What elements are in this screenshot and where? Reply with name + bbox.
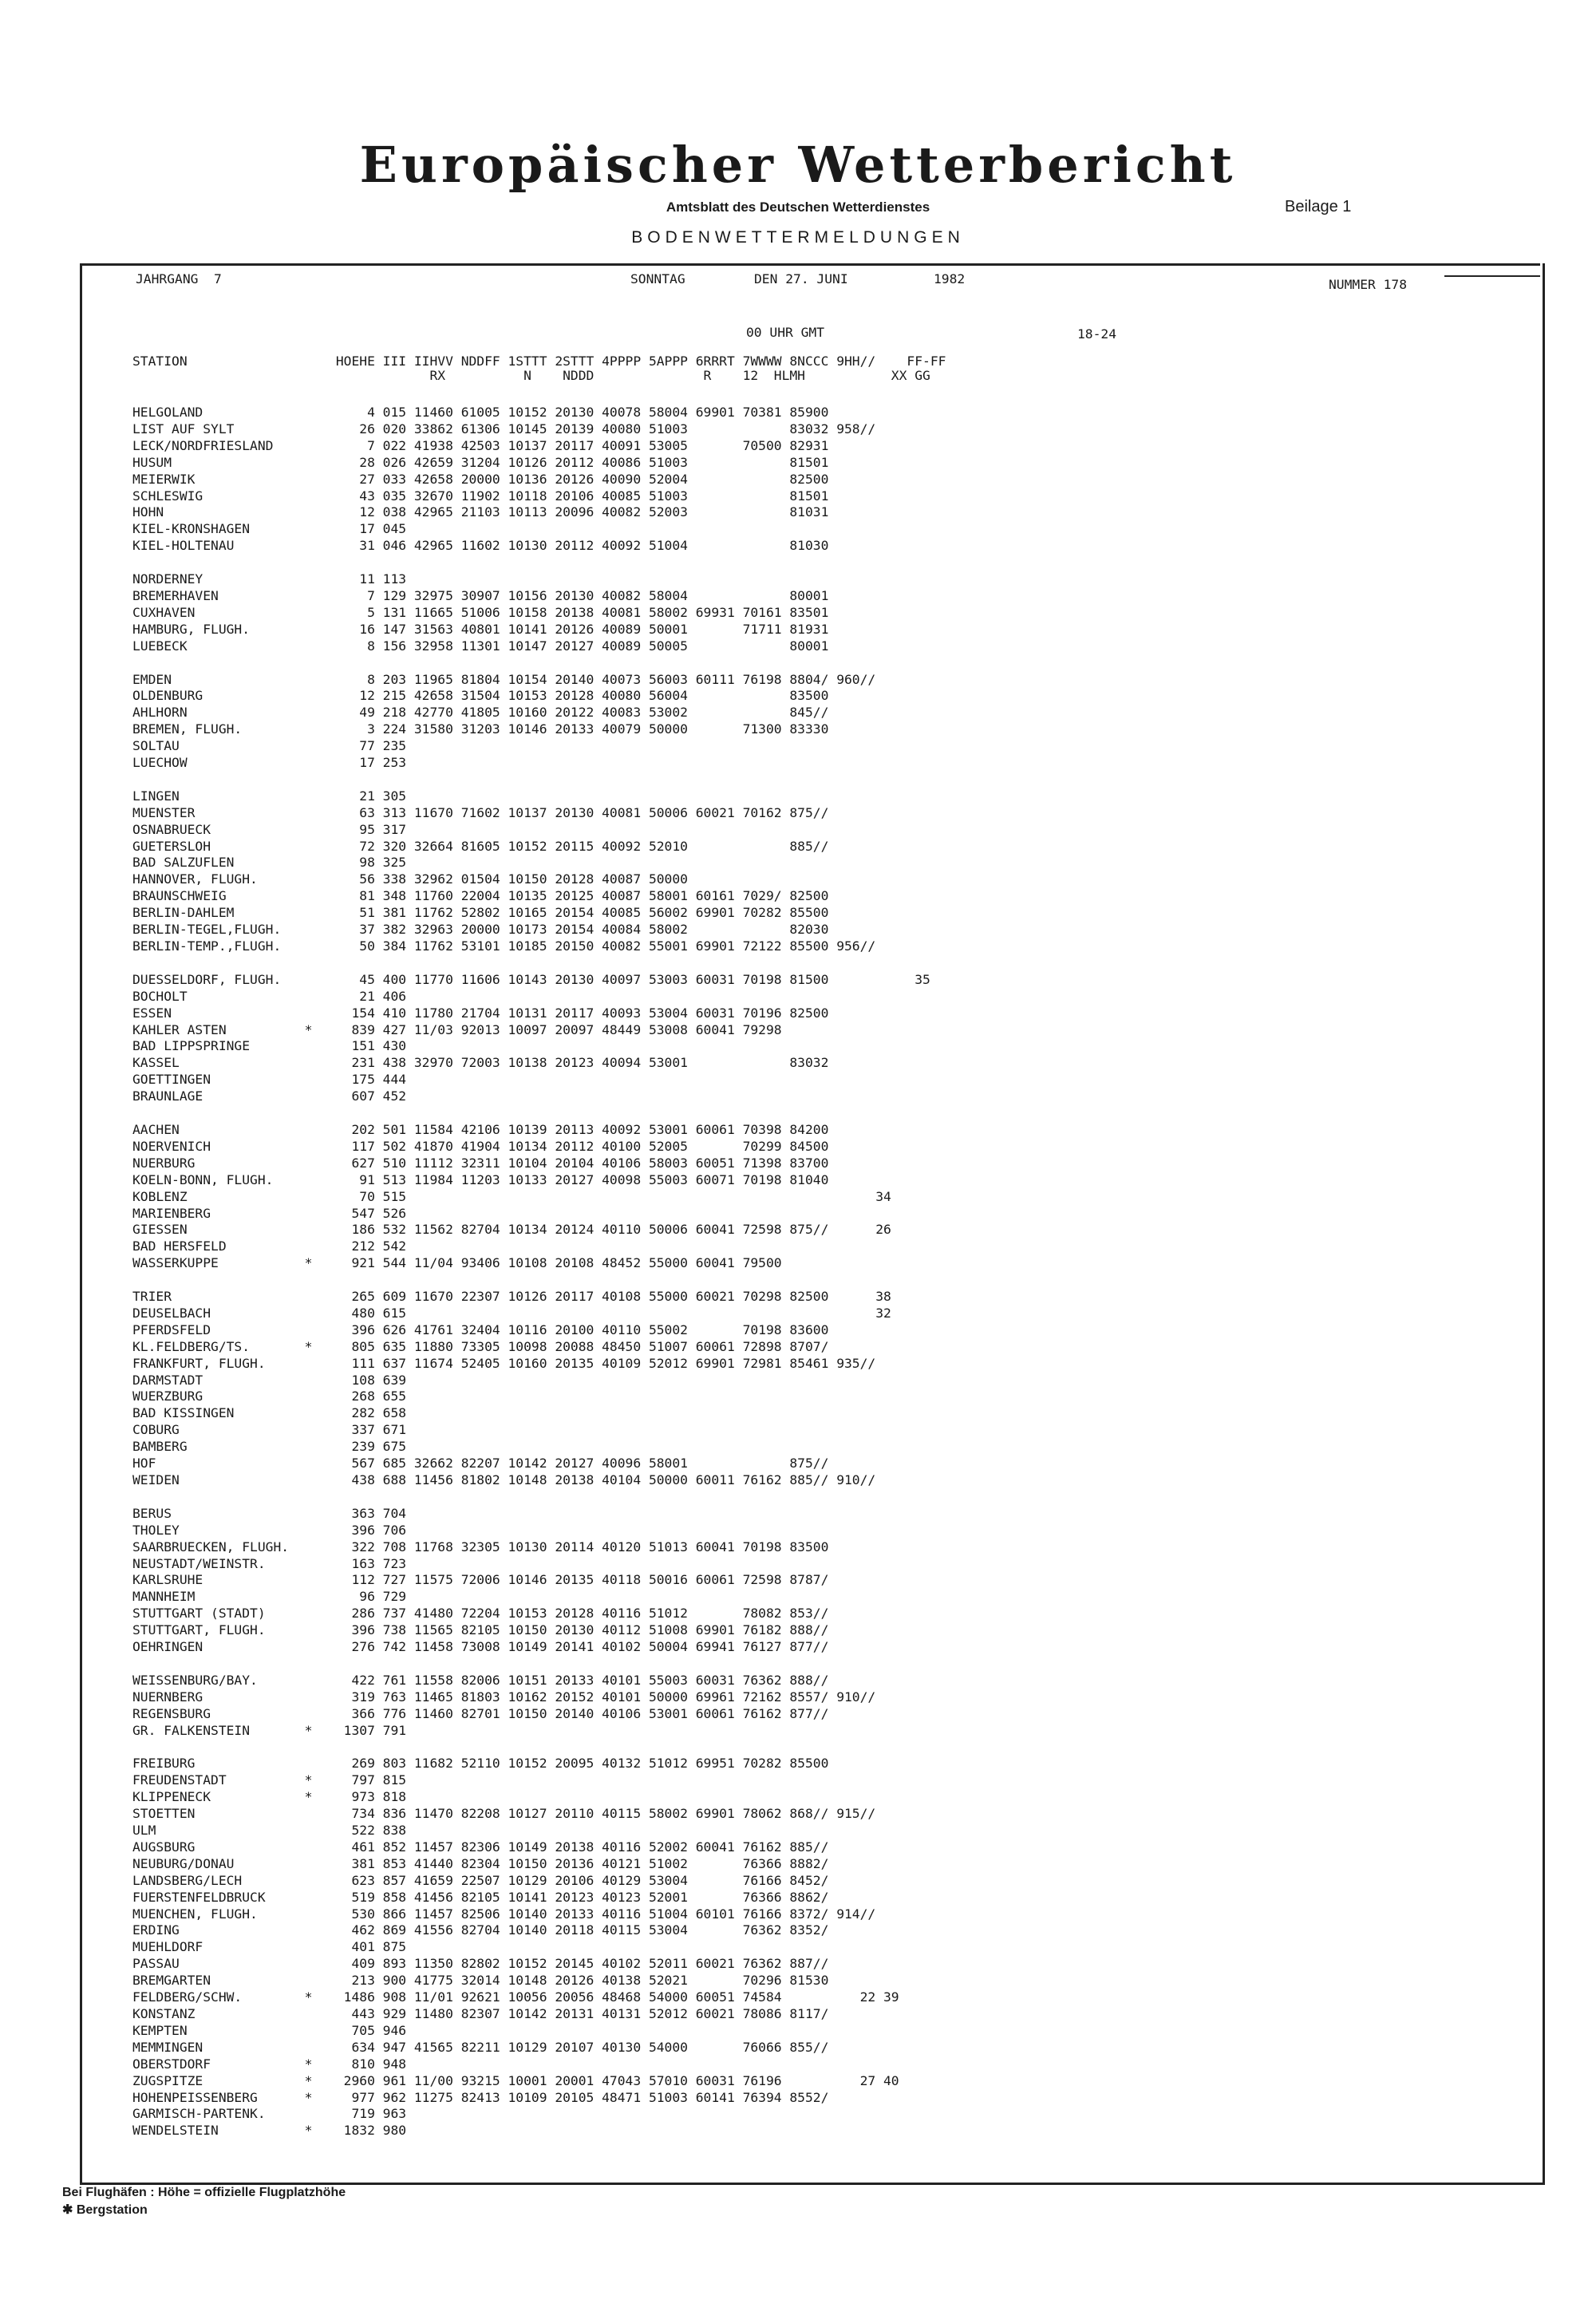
station-row: BAD SALZUFLEN 98 325: [132, 855, 407, 871]
station-row: BOCHOLT 21 406: [132, 988, 407, 1004]
row-spacer: [132, 772, 930, 788]
station-row: KONSTANZ 443 929 11480 82307 10142 20131 40131 52012 60021 78086 8117/: [132, 2006, 829, 2021]
station-row: LECK/NORDFRIESLAND 7 022 41938 42503 10137 20117 40091 53005 70500 82931: [132, 437, 829, 453]
station-row: BERUS 363 704: [132, 1505, 407, 1521]
station-row: WASSERKUPPE * 921 544 11/04 93406 10108 20108 48452 55000 60041 79500: [132, 1255, 782, 1271]
station-row: NEUBURG/DONAU 381 853 41440 82304 10150 20136 40121 51002 76366 8882/: [132, 1855, 829, 1871]
station-row: DUESSELDORF, FLUGH. 45 400 11770 11606 10143 20130 40097 53003 60031 70198 81500 35: [132, 971, 930, 987]
station-row: STOETTEN 734 836 11470 82208 10127 20110 40115 58002 69901 78062 868// 915//: [132, 1806, 876, 1822]
station-row: KOELN-BONN, FLUGH. 91 513 11984 11203 10133 20127 40098 55003 60071 70198 81040: [132, 1171, 829, 1187]
station-row: WENDELSTEIN * 1832 980: [132, 2123, 407, 2139]
station-row: SCHLESWIG 43 035 32670 11902 10118 20106 40085 51003 81501: [132, 488, 829, 504]
station-row: HANNOVER, FLUGH. 56 338 32962 01504 10150 20128 40087 50000: [132, 871, 688, 887]
station-row: KEMPTEN 705 946: [132, 2022, 407, 2038]
station-row: NEUSTADT/WEINSTR. 163 723: [132, 1555, 407, 1571]
station-row: LANDSBERG/LECH 623 857 41659 22507 10129 20106 40129 53004 76166 8452/: [132, 1872, 829, 1888]
station-row: OBERSTDORF * 810 948: [132, 2056, 407, 2072]
station-row: BRAUNSCHWEIG 81 348 11760 22004 10135 20125 40087 58001 60161 7029/ 82500: [132, 888, 829, 904]
station-row: GR. FALKENSTEIN * 1307 791: [132, 1722, 407, 1738]
station-row: KARLSRUHE 112 727 11575 72006 10146 20135 40118 50016 60061 72598 8787/: [132, 1572, 829, 1588]
station-row: NUERNBERG 319 763 11465 81803 10162 20152 40101 50000 69961 72162 8557/ 910//: [132, 1689, 876, 1705]
footnote-airport-height: Bei Flughäfen : Höhe = offizielle Flugplatzhöhe: [62, 2186, 346, 2199]
station-row: OEHRINGEN 276 742 11458 73008 10149 20141 40102 50004 69941 76127 877//: [132, 1639, 829, 1655]
station-row: WEIDEN 438 688 11456 81802 10148 20138 40104 50000 60011 76162 885// 910//: [132, 1472, 876, 1487]
station-row: MUENSTER 63 313 11670 71602 10137 20130 40081 50006 60021 70162 875//: [132, 804, 829, 820]
station-row: BERLIN-DAHLEM 51 381 11762 52802 10165 20154 40085 56002 69901 70282 85500: [132, 905, 829, 921]
station-row: KIEL-KRONSHAGEN 17 045: [132, 521, 407, 537]
station-row: AHLHORN 49 218 42770 41805 10160 20122 40083 53002 845//: [132, 705, 829, 721]
station-table: [132, 405, 930, 2139]
footnote-mountain-station: ✱ Bergstation: [62, 2203, 148, 2217]
station-row: HUSUM 28 026 42659 31204 10126 20112 40086 51003 81501: [132, 454, 829, 470]
station-row: NORDERNEY 11 113: [132, 571, 407, 587]
station-row: OLDENBURG 12 215 42658 31504 10153 20128 40080 56004 83500: [132, 688, 829, 704]
station-row: WUERZBURG 268 655: [132, 1389, 407, 1404]
station-row: BREMEN, FLUGH. 3 224 31580 31203 10146 20133 40079 50000 71300 83330: [132, 721, 829, 737]
station-row: MEIERWIK 27 033 42658 20000 10136 20126 40090 52004 82500: [132, 471, 829, 487]
column-header-line-1: STATION HOEHE III IIHVV NDDFF 1STTT 2STTT 4PPPP 5APPP 6RRRT 7WWWW 8NCCC 9HH// FF-FF: [132, 354, 946, 369]
station-row: STUTTGART, FLUGH. 396 738 11565 82105 10150 20130 40112 51008 69901 76182 888//: [132, 1622, 829, 1638]
station-row: ESSEN 154 410 11780 21704 10131 20117 40093 53004 60031 70196 82500: [132, 1005, 829, 1021]
station-row: DEUSELBACH 480 615 32: [132, 1305, 891, 1321]
station-row: PFERDSFELD 396 626 41761 32404 10116 20100 40110 55002 70198 83600: [132, 1321, 829, 1337]
station-row: BAD HERSFELD 212 542: [132, 1238, 407, 1254]
station-row: FUERSTENFELDBRUCK 519 858 41456 82105 10141 20123 40123 52001 76366 8862/: [132, 1889, 829, 1905]
station-row: HAMBURG, FLUGH. 16 147 31563 40801 10141 20126 40089 50001 71711 81931: [132, 621, 829, 637]
row-spacer: [132, 1272, 930, 1289]
page-subtitle: Amtsblatt des Deutschen Wetterdienstes: [666, 199, 930, 215]
section-title: BODENWETTERMELDUNGEN: [631, 228, 965, 247]
station-row: LINGEN 21 305: [132, 788, 407, 804]
station-row: BAMBERG 239 675: [132, 1439, 407, 1455]
station-row: KOBLENZ 70 515 34: [132, 1188, 891, 1204]
station-row: SAARBRUECKEN, FLUGH. 322 708 11768 32305 10130 20114 40120 51013 60041 70198 83500: [132, 1539, 829, 1554]
time-range: 18-24: [1077, 326, 1117, 342]
station-row: MUENCHEN, FLUGH. 530 866 11457 82506 10140 20133 40116 51004 60101 76166 8372/ 914//: [132, 1906, 876, 1922]
station-row: REGENSBURG 366 776 11460 82701 10150 20140 40106 53001 60061 76162 877//: [132, 1705, 829, 1721]
station-row: EMDEN 8 203 11965 81804 10154 20140 40073 56003 60111 76198 8804/ 960//: [132, 671, 876, 687]
station-row: TRIER 265 609 11670 22307 10126 20117 40108 55000 60021 70298 82500 38: [132, 1289, 891, 1305]
issue-number: NUMMER 178: [1329, 277, 1408, 292]
row-spacer: [132, 1105, 930, 1122]
station-row: HOF 567 685 32662 82207 10142 20127 40096 58001 875//: [132, 1456, 829, 1472]
station-row: BERLIN-TEGEL,FLUGH. 37 382 32963 20000 10173 20154 40084 58002 82030: [132, 922, 829, 938]
station-row: NUERBURG 627 510 11112 32311 10104 20104 40106 58003 60051 71398 83700: [132, 1155, 829, 1171]
station-row: KAHLER ASTEN * 839 427 11/03 92013 10097 20097 48449 53008 60041 79298: [132, 1021, 782, 1037]
row-spacer: [132, 1489, 930, 1506]
row-spacer: [132, 955, 930, 972]
station-row: GARMISCH-PARTENK. 719 963: [132, 2106, 407, 2122]
station-row: BREMERHAVEN 7 129 32975 30907 10156 20130 40082 58004 80001: [132, 587, 829, 603]
row-spacer: [132, 655, 930, 672]
date: DEN 27. JUNI: [754, 271, 848, 286]
station-row: GIESSEN 186 532 11562 82704 10134 20124 40110 50006 60041 72598 875// 26: [132, 1222, 891, 1238]
station-row: KL.FELDBERG/TS. * 805 635 11880 73305 10098 20088 48450 51007 60061 72898 8707/: [132, 1338, 829, 1354]
station-row: BAD KISSINGEN 282 658: [132, 1405, 407, 1421]
station-row: KLIPPENECK * 973 818: [132, 1789, 407, 1805]
station-row: SOLTAU 77 235: [132, 738, 407, 754]
year: 1982: [934, 271, 966, 286]
station-row: CUXHAVEN 5 131 11665 51006 10158 20138 40081 58002 69931 70161 83501: [132, 604, 829, 620]
station-row: FREIBURG 269 803 11682 52110 10152 20095 40132 51012 69951 70282 85500: [132, 1756, 829, 1772]
row-spacer: [132, 555, 930, 571]
station-row: COBURG 337 671: [132, 1422, 407, 1438]
weekday: SONNTAG: [630, 271, 685, 286]
station-row: MANNHEIM 96 729: [132, 1589, 407, 1605]
station-row: ZUGSPITZE * 2960 961 11/00 93215 10001 20001 47043 57010 60031 76196 27 40: [132, 2072, 899, 2088]
station-row: NOERVENICH 117 502 41870 41904 10134 20112 40100 52005 70299 84500: [132, 1138, 829, 1154]
row-spacer: [132, 1740, 930, 1756]
station-row: LUECHOW 17 253: [132, 755, 407, 771]
station-row: AUGSBURG 461 852 11457 82306 10149 20138 40116 52002 60041 76162 885//: [132, 1839, 829, 1855]
station-row: FREUDENSTADT * 797 815: [132, 1772, 407, 1788]
station-row: BERLIN-TEMP.,FLUGH. 50 384 11762 53101 10185 20150 40082 55001 69901 72122 85500 956//: [132, 938, 876, 954]
station-row: DARMSTADT 108 639: [132, 1372, 407, 1388]
station-row: BREMGARTEN 213 900 41775 32014 10148 20126 40138 52021 70296 81530: [132, 1973, 829, 1989]
station-row: MUEHLDORF 401 875: [132, 1939, 407, 1955]
station-row: HELGOLAND 4 015 11460 61005 10152 20130 40078 58004 69901 70381 85900: [132, 405, 829, 420]
station-row: WEISSENBURG/BAY. 422 761 11558 82006 10151 20133 40101 55003 60031 76362 888//: [132, 1672, 829, 1688]
station-row: THOLEY 396 706: [132, 1522, 407, 1538]
station-row: FELDBERG/SCHW. * 1486 908 11/01 92621 10056 20056 48468 54000 60051 74584 22 39: [132, 1989, 899, 2005]
station-row: GUETERSLOH 72 320 32664 81605 10152 20115 40092 52010 885//: [132, 838, 829, 854]
station-row: KASSEL 231 438 32970 72003 10138 20123 40094 53001 83032: [132, 1055, 829, 1071]
station-row: HOHN 12 038 42965 21103 10113 20096 40082 52003 81031: [132, 504, 829, 520]
station-row: KIEL-HOLTENAU 31 046 42965 11602 10130 20112 40092 51004 81030: [132, 538, 829, 554]
station-row: ULM 522 838: [132, 1823, 407, 1839]
station-row: AACHEN 202 501 11584 42106 10139 20113 40092 53001 60061 70398 84200: [132, 1121, 829, 1137]
station-row: BRAUNLAGE 607 452: [132, 1088, 407, 1104]
station-row: LIST AUF SYLT 26 020 33862 61306 10145 20139 40080 51003 83032 958//: [132, 421, 876, 437]
station-row: LUEBECK 8 156 32958 11301 10147 20127 40089 50005 80001: [132, 638, 829, 654]
station-row: ERDING 462 869 41556 82704 10140 20118 40115 53004 76362 8352/: [132, 1922, 829, 1938]
station-row: MEMMINGEN 634 947 41565 82211 10129 20107 40130 54000 76066 855//: [132, 2039, 829, 2055]
beilage-label: Beilage 1: [1285, 198, 1352, 215]
station-row: PASSAU 409 893 11350 82802 10152 20145 40102 52011 60021 76362 887//: [132, 1956, 829, 1972]
station-row: HOHENPEISSENBERG * 977 962 11275 82413 10109 20105 48471 51003 60141 76394 8552/: [132, 2089, 829, 2105]
station-row: STUTTGART (STADT) 286 737 41480 72204 10153 20128 40116 51012 78082 853//: [132, 1606, 829, 1622]
row-spacer: [132, 1656, 930, 1673]
station-row: FRANKFURT, FLUGH. 111 637 11674 52405 10160 20135 40109 52012 69901 72981 85461 935//: [132, 1355, 876, 1371]
station-row: BAD LIPPSPRINGE 151 430: [132, 1038, 407, 1054]
jahrgang: JAHRGANG 7: [136, 271, 222, 286]
station-row: MARIENBERG 547 526: [132, 1205, 407, 1221]
station-row: GOETTINGEN 175 444: [132, 1072, 407, 1088]
observation-time: 00 UHR GMT: [746, 325, 825, 340]
page-title: Europäischer Wetterbericht: [359, 136, 1237, 194]
station-row: OSNABRUECK 95 317: [132, 821, 407, 837]
column-header-line-2: RX N NDDD R 12 HLMH XX GG: [132, 368, 930, 383]
